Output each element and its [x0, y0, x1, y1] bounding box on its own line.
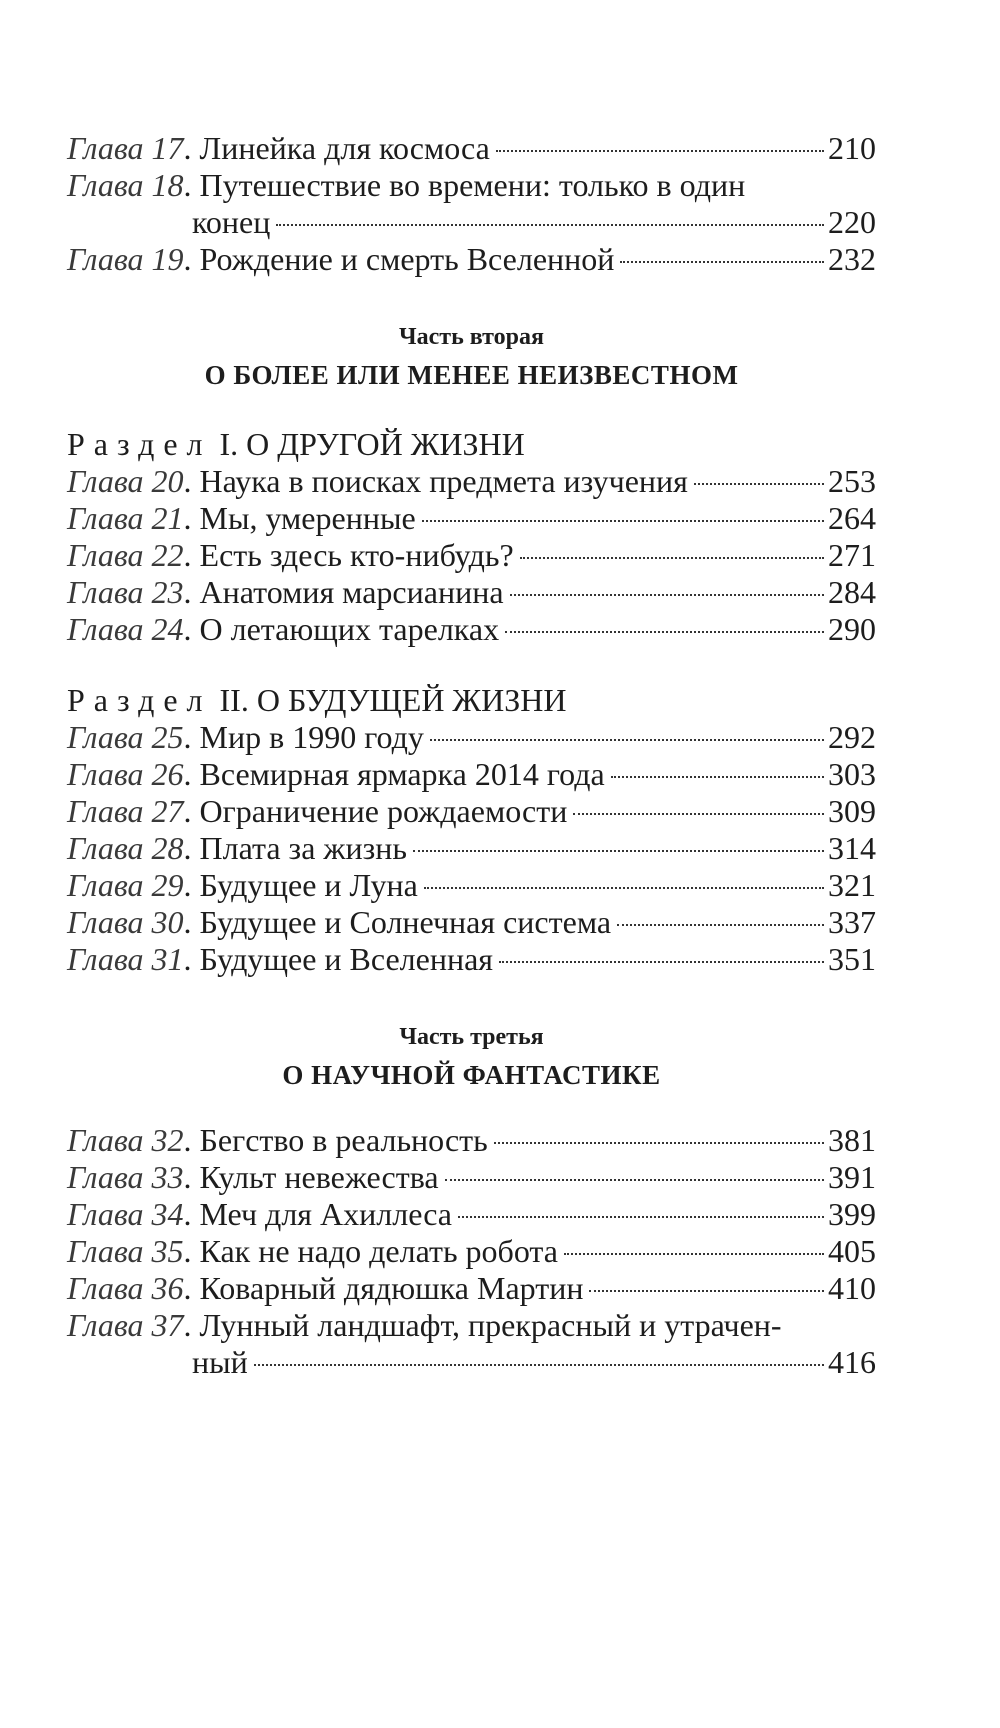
part-3-entries: [67, 1122, 876, 1381]
chapter-label: Глава 26: [67, 756, 184, 792]
table-of-contents: [67, 130, 876, 1381]
chapter-label: Глава 24: [67, 611, 184, 647]
toc-entry-23: Глава 23 . Анатомия марсианина 284: [67, 574, 876, 610]
chapter-label: Глава 37: [67, 1307, 184, 1343]
dot-leader: [458, 1216, 824, 1218]
chapter-label: Глава 22: [67, 537, 184, 573]
page-number: 381: [828, 1122, 876, 1158]
chapter-label: Глава 17: [67, 130, 184, 166]
dot-leader: [276, 224, 824, 226]
dot-leader: [413, 850, 824, 852]
toc-entry-27: Глава 27 . Ограничение рождаемости 309: [67, 793, 876, 829]
page-number: 399: [828, 1196, 876, 1232]
chapter-label: Глава 19: [67, 241, 184, 277]
toc-entry-21: Глава 21 . Мы, умеренные 264: [67, 500, 876, 536]
chapter-title: Путешествие во времени: только в один: [199, 167, 746, 203]
chapter-title: Линейка для космоса: [199, 130, 490, 166]
part-heading: Часть вторая: [399, 324, 544, 350]
chapter-label: Глава 21: [67, 500, 184, 536]
chapter-title: Плата за жизнь: [199, 830, 407, 866]
dot-leader: [254, 1364, 824, 1366]
dot-leader: [430, 739, 824, 741]
toc-entry-28: Глава 28 . Плата за жизнь 314: [67, 830, 876, 866]
chapter-title: Будущее и Луна: [199, 867, 418, 903]
section-heading-2: [67, 682, 876, 719]
dot-leader: [589, 1290, 824, 1292]
chapter-title: Бегство в реальность: [199, 1122, 488, 1158]
dot-leader: [422, 520, 824, 522]
toc-entry-18: Глава 18. Путешествие во времени: только в один конец 220: [67, 167, 876, 240]
chapter-title: Коварный дядюшка Мартин: [199, 1270, 584, 1306]
chapter-label: Глава 30: [67, 904, 184, 940]
chapter-title: Будущее и Вселенная: [199, 941, 494, 977]
chapter-label: Глава 29: [67, 867, 184, 903]
chapter-label: Глава 36: [67, 1270, 184, 1306]
part-heading: Часть третья: [399, 1024, 544, 1050]
dot-leader: [510, 594, 824, 596]
chapter-label: Глава 25: [67, 719, 184, 755]
dot-leader: [694, 483, 824, 485]
page-number: 290: [828, 611, 876, 647]
dot-leader: [617, 924, 824, 926]
dot-leader: [445, 1179, 824, 1181]
page-number: 391: [828, 1159, 876, 1195]
toc-entry-17: Глава 17 . Линейка для космоса 210: [67, 130, 876, 166]
dot-leader: [611, 776, 824, 778]
dot-leader: [424, 887, 824, 889]
toc-entry-34: Глава 34 . Меч для Ахиллеса 399: [67, 1196, 876, 1232]
chapter-label: Глава 28: [67, 830, 184, 866]
chapter-title: Анатомия марсианина: [199, 574, 504, 610]
chapter-label: Глава 34: [67, 1196, 184, 1232]
toc-entry-20: Глава 20 . Наука в поисках предмета изучения 253: [67, 463, 876, 499]
toc-entry-31: Глава 31 . Будущее и Вселенная 351: [67, 941, 876, 977]
page-number: 337: [828, 904, 876, 940]
toc-entry-32: Глава 32 . Бегство в реальность 381: [67, 1122, 876, 1158]
page-number: 351: [828, 941, 876, 977]
chapter-label: Глава 32: [67, 1122, 184, 1158]
page-number: 314: [828, 830, 876, 866]
chapter-label: Глава 18: [67, 167, 184, 203]
toc-entry-37: Глава 37. Лунный ландшафт, прекрасный и утрачен- ный 416: [67, 1307, 876, 1380]
chapter-label: Глава 35: [67, 1233, 184, 1269]
chapter-title: Мир в 1990 году: [199, 719, 424, 755]
chapter-title: Всемирная ярмарка 2014 года: [199, 756, 605, 792]
toc-entry-26: Глава 26 . Всемирная ярмарка 2014 года 303: [67, 756, 876, 792]
dot-leader: [520, 557, 824, 559]
chapter-title: Рождение и смерть Вселенной: [199, 241, 615, 277]
chapter-title-continuation: конец: [192, 204, 271, 240]
toc-entry-19: Глава 19 . Рождение и смерть Вселенной 232: [67, 241, 876, 277]
dot-leader: [505, 631, 824, 633]
dot-leader: [494, 1142, 824, 1144]
toc-entry-29: Глава 29 . Будущее и Луна 321: [67, 867, 876, 903]
dot-leader: [620, 261, 824, 263]
section-title: II. О БУДУЩЕЙ ЖИЗНИ: [219, 682, 567, 718]
chapter-title: Ограничение рождаемости: [199, 793, 568, 829]
toc-entry-36: Глава 36 . Коварный дядюшка Мартин 410: [67, 1270, 876, 1306]
section-prefix: Раздел: [67, 682, 212, 718]
chapter-title: Лунный ландшафт, прекрасный и утрачен-: [199, 1307, 782, 1343]
page-number: 405: [828, 1233, 876, 1269]
part-title: О БОЛЕЕ ИЛИ МЕНЕЕ НЕИЗВЕСТНОМ: [204, 360, 739, 390]
page-number: 210: [828, 130, 876, 166]
chapter-title: Культ невежества: [199, 1159, 439, 1195]
toc-entry-35: Глава 35 . Как не надо делать робота 405: [67, 1233, 876, 1269]
page-number: 264: [828, 500, 876, 536]
page-number: 284: [828, 574, 876, 610]
page-number: 410: [828, 1270, 876, 1306]
chapter-label: Глава 27: [67, 793, 184, 829]
chapter-label: Глава 20: [67, 463, 184, 499]
chapter-title: Мы, умеренные: [199, 500, 416, 536]
page-number: 232: [828, 241, 876, 277]
part-title: О НАУЧНОЙ ФАНТАСТИКЕ: [282, 1060, 661, 1090]
page-number: 253: [828, 463, 876, 499]
chapter-title: Как не надо делать робота: [199, 1233, 558, 1269]
page-number: 303: [828, 756, 876, 792]
section-prefix: Раздел: [67, 426, 212, 462]
toc-entry-33: Глава 33 . Культ невежества 391: [67, 1159, 876, 1195]
chapter-title: Наука в поисках предмета изучения: [199, 463, 688, 499]
chapter-label: Глава 31: [67, 941, 184, 977]
page-number: 220: [828, 204, 876, 240]
dot-leader: [499, 961, 824, 963]
page-number: 292: [828, 719, 876, 755]
section-title: I. О ДРУГОЙ ЖИЗНИ: [219, 426, 525, 462]
page-number: 271: [828, 537, 876, 573]
page-number: 416: [828, 1344, 876, 1380]
toc-entry-24: Глава 24 . О летающих тарелках 290: [67, 611, 876, 647]
page-number: 321: [828, 867, 876, 903]
chapter-label: Глава 23: [67, 574, 184, 610]
chapter-title-continuation: ный: [192, 1344, 248, 1380]
section-heading-1: [67, 426, 876, 463]
section-1-entries: [67, 463, 876, 648]
toc-top-group: [67, 130, 876, 278]
toc-entry-25: Глава 25 . Мир в 1990 году 292: [67, 719, 876, 755]
chapter-title: Будущее и Солнечная система: [199, 904, 612, 940]
dot-leader: [564, 1253, 824, 1255]
chapter-title: О летающих тарелках: [199, 611, 500, 647]
dot-leader: [573, 813, 824, 815]
toc-entry-30: Глава 30 . Будущее и Солнечная система 337: [67, 904, 876, 940]
page-number: 309: [828, 793, 876, 829]
section-2-entries: [67, 719, 876, 978]
dot-leader: [496, 150, 824, 152]
toc-entry-22: Глава 22 . Есть здесь кто-нибудь? 271: [67, 537, 876, 573]
chapter-title: Меч для Ахиллеса: [199, 1196, 452, 1232]
chapter-label: Глава 33: [67, 1159, 184, 1195]
chapter-title: Есть здесь кто-нибудь?: [199, 537, 514, 573]
